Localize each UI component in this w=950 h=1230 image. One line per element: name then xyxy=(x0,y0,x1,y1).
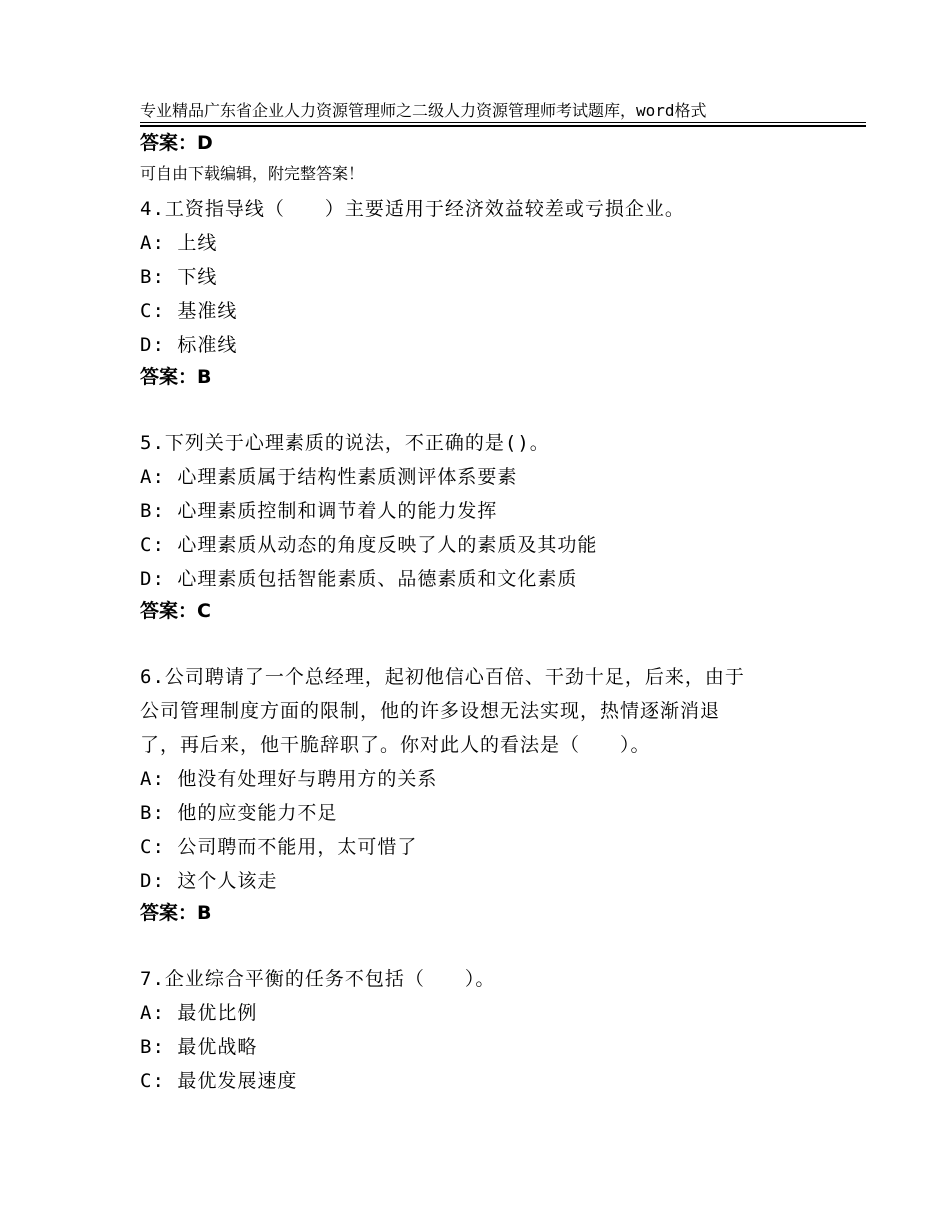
option-a: A: 心理素质属于结构性素质测评体系要素 xyxy=(140,466,518,488)
option-a: A: 最优比例 xyxy=(140,1002,258,1024)
option-c: C: 基准线 xyxy=(140,300,238,322)
option-a: A: 他没有处理好与聘用方的关系 xyxy=(140,768,438,790)
option-b: B: 下线 xyxy=(140,266,218,288)
option-c: C: 心理素质从动态的角度反映了人的素质及其功能 xyxy=(140,534,598,556)
option-d: D: 标准线 xyxy=(140,334,238,356)
answer-line: 答案：C xyxy=(140,600,211,622)
question-text: 4.工资指导线（ ）主要适用于经济效益较差或亏损企业。 xyxy=(140,198,685,220)
option-b: B: 他的应变能力不足 xyxy=(140,802,338,824)
question-text: 5.下列关于心理素质的说法，不正确的是()。 xyxy=(140,432,550,454)
question-text: 7.企业综合平衡的任务不包括（ ）。 xyxy=(140,968,496,990)
option-c: C: 公司聘而不能用，太可惜了 xyxy=(140,836,418,858)
header-rule-thick xyxy=(140,125,866,127)
option-d: D: 这个人该走 xyxy=(140,870,278,892)
question-text-line-3: 了，再后来，他干脆辞职了。你对此人的看法是（ ）。 xyxy=(140,734,651,756)
question-text-line-1: 6.公司聘请了一个总经理，起初他信心百倍、干劲十足，后来，由于 xyxy=(140,666,745,688)
header-rule-thin xyxy=(140,122,866,123)
answer-line: 答案：B xyxy=(140,902,212,924)
header-line-2: 可自由下载编辑，附完整答案！ xyxy=(140,164,365,183)
answer-line: 答案：B xyxy=(140,366,212,388)
question-text-line-2: 公司管理制度方面的限制，他的许多设想无法实现，热情逐渐消退 xyxy=(140,700,721,722)
option-a: A: 上线 xyxy=(140,232,218,254)
option-b: B: 心理素质控制和调节着人的能力发挥 xyxy=(140,500,498,522)
question-6 xyxy=(140,660,820,928)
option-d: D: 心理素质包括智能素质、品德素质和文化素质 xyxy=(140,568,578,590)
question-4 xyxy=(140,192,820,392)
question-list xyxy=(140,128,820,1098)
question-5 xyxy=(140,426,820,626)
answer-line: 答案：D xyxy=(140,132,213,154)
option-b: B: 最优战略 xyxy=(140,1036,258,1058)
question-7 xyxy=(140,962,820,1098)
option-c: C: 最优发展速度 xyxy=(140,1070,298,1092)
header-line-1: 专业精品广东省企业人力资源管理师之二级人力资源管理师考试题库，word格式 xyxy=(140,101,707,120)
